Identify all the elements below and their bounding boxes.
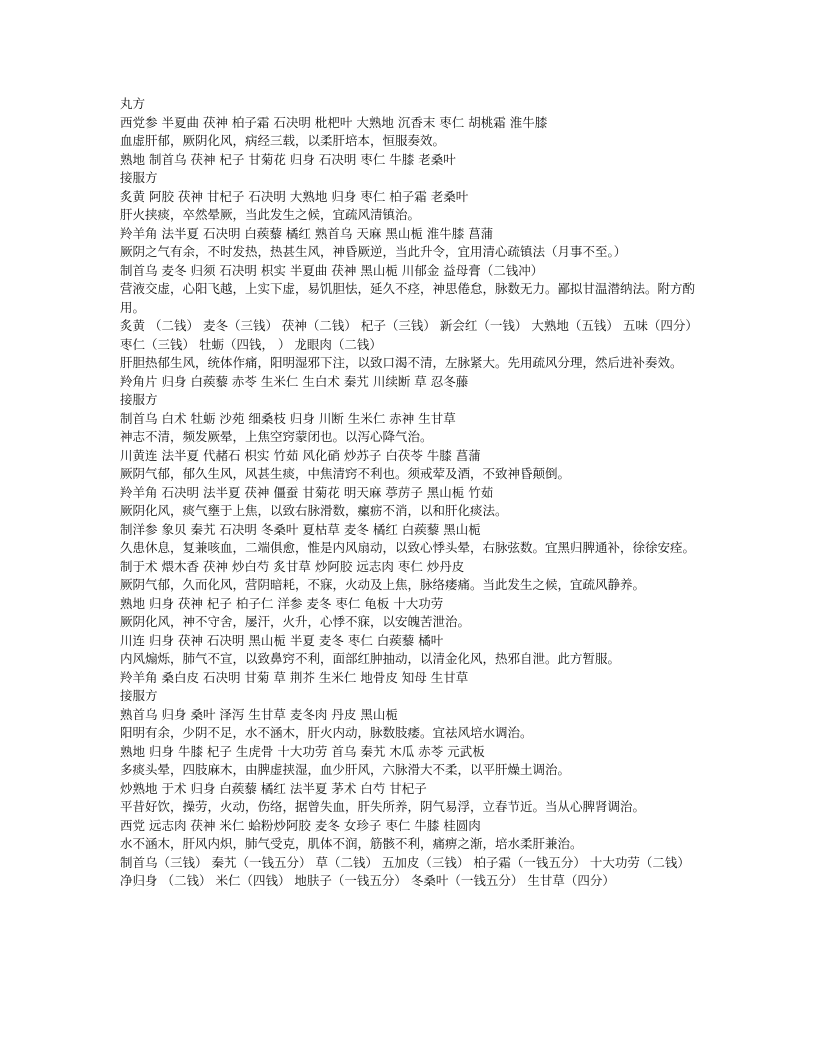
document-page — [120, 95, 700, 891]
prescription-line: 枣仁（三钱） 牡蛎（四钱， ） 龙眼肉（二钱） — [120, 336, 382, 352]
prescription-line: 制首乌 白术 牡蛎 沙苑 细桑枝 归身 川断 生米仁 赤神 生甘草 — [120, 410, 456, 426]
diagnosis-line: 水不涵木，肝风内炽，肺气受克，肌体不润，筋骸不利，痛痹之渐，培水柔肝兼治。 — [120, 836, 583, 851]
diagnosis-line: 营液交虚，心阳飞越，上实下虚，易饥胆怯，延久不痉，神思倦怠，脉数无力。鄙拟甘温潜纳法。附方酌用。 — [120, 281, 696, 315]
prescription-line: 西党参 半夏曲 茯神 柏子霜 石决明 枇杷叶 大熟地 沉香末 枣仁 胡桃霜 淮牛膝 — [120, 114, 548, 130]
prescription-line: 制于术 煨木香 茯神 炒白芍 炙甘草 炒阿胶 远志肉 枣仁 炒丹皮 — [120, 558, 465, 574]
prescription-line: 羚角片 归身 白蒺藜 赤苓 生米仁 生白术 秦艽 川续断 草 忍冬藤 — [120, 373, 469, 389]
diagnosis-line: 厥阴气郁，久而化风，营阴暗耗，不寐，火动及上焦，脉络痿痛。当此发生之候，宜疏风静养。 — [120, 577, 646, 592]
diagnosis-line: 多痰头晕，四肢麻木，由脾虚挟湿，血少肝风，六脉滑大不柔，以平肝燥土调治。 — [120, 762, 571, 777]
prescription-line: 制洋参 象贝 秦艽 石决明 冬桑叶 夏枯草 麦冬 橘红 白蒺藜 黑山栀 — [120, 521, 481, 537]
diagnosis-line: 阳明有余，少阴不足，水不涵木，肝火内动，脉数肢痿。宜祛风培水调治。 — [120, 725, 533, 740]
prescription-line: 熟首乌 归身 桑叶 泽泻 生甘草 麦冬肉 丹皮 黑山栀 — [120, 706, 398, 722]
diagnosis-line: 久患休息，复兼咳血，二端俱愈，惟是内风扇动，以致心悸头晕，右脉弦数。宜黑归脾通补，徐徐安痊。 — [120, 540, 696, 555]
prescription-line: 熟地 归身 牛膝 杞子 生虎骨 十大功劳 首乌 秦艽 木瓜 赤苓 元武板 — [120, 743, 485, 759]
prescription-line: 熟地 归身 茯神 杞子 柏子仁 洋参 麦冬 枣仁 龟板 十大功劳 — [120, 595, 444, 611]
section-heading: 丸方 — [120, 96, 146, 111]
diagnosis-line: 肝火挟痰，卒然晕厥，当此发生之候，宜疏风清镇治。 — [120, 207, 421, 222]
diagnosis-line: 平昔好饮，操劳，火动，伤络，据曾失血，肝失所养，阴气易浮，立春节近。当从心脾肾调治。 — [120, 799, 646, 814]
prescription-line: 制首乌（三钱） 秦艽（一钱五分） 草（二钱） 五加皮（三钱） 柏子霜（一钱五分） 十大功劳（二钱） — [120, 854, 690, 870]
prescription-line: 羚羊角 法半夏 石决明 白蒺藜 橘红 熟首乌 天麻 黑山栀 淮牛膝 菖蒲 — [120, 225, 494, 241]
prescription-line: 熟地 制首乌 茯神 杞子 甘菊花 归身 石决明 枣仁 牛膝 老桑叶 — [120, 151, 456, 167]
diagnosis-line: 厥阴气郁，郁久生风，风甚生痰，中焦清窍不利也。须戒荤及酒，不致神昏颠倒。 — [120, 466, 571, 481]
prescription-line: 炙黄 （二钱） 麦冬（三钱） 茯神（二钱） 杞子（三钱） 新会红（一钱） 大熟地（五钱） 五味（四分） — [120, 318, 698, 333]
section-heading: 接服方 — [120, 170, 158, 185]
diagnosis-line: 内风煽烁，肺气不宣，以致鼻窍不利，面部红肿抽动，以清金化风，热邪自泄。此方暂服。 — [120, 651, 621, 666]
prescription-line: 炒熟地 于术 归身 白蒺藜 橘红 法半夏 茅术 白芍 甘杞子 — [120, 780, 427, 796]
prescription-line: 羚羊角 桑白皮 石决明 甘菊 草 荆芥 生米仁 地骨皮 知母 生甘草 — [120, 669, 469, 685]
prescription-line: 羚羊角 石决明 法半夏 茯神 僵蚕 甘菊花 明天麻 葶苈子 黑山栀 竹茹 — [120, 484, 494, 500]
diagnosis-line: 厥阴化风，痰气壅于上焦，以致右脉滑数，瘰疬不消，以和肝化痰法。 — [120, 503, 508, 518]
diagnosis-line: 肝胆热郁生风，统体作痛，阳明湿邪下注，以致口渴不清，左脉紧大。先用疏风分理，然后进补奏效。 — [120, 355, 683, 370]
prescription-line: 川黄连 法半夏 代赭石 枳实 竹茹 风化硝 炒苏子 白茯苓 牛膝 菖蒲 — [120, 447, 481, 463]
diagnosis-line: 神志不清，频发厥晕，上焦空窍蒙闭也。以泻心降气治。 — [120, 429, 433, 444]
section-heading: 接服方 — [120, 688, 158, 703]
prescription-line: 西党 远志肉 茯神 米仁 蛤粉炒阿胶 麦冬 女珍子 枣仁 牛膝 桂圆肉 — [120, 817, 481, 833]
prescription-line: 炙黄 阿胶 茯神 甘杞子 石决明 大熟地 归身 枣仁 柏子霜 老桑叶 — [120, 188, 469, 204]
prescription-line: 川连 归身 茯神 石决明 黑山栀 半夏 麦冬 枣仁 白蒺藜 橘叶 — [120, 632, 444, 648]
diagnosis-line: 血虚肝郁，厥阴化风，病经三载，以柔肝培本，恒服奏效。 — [120, 133, 446, 148]
diagnosis-line: 厥阴化风，神不守舍，屡汗，火升，心悸不寐，以安魄苦泄治。 — [120, 614, 471, 629]
prescription-line: 制首乌 麦冬 归须 石决明 枳实 半夏曲 茯神 黑山栀 川郁金 益母膏（二钱冲） — [120, 262, 544, 278]
diagnosis-line: 厥阴之气有余，不时发热，热甚生风，神昏厥逆，当此升令，宜用清心疏镇法（月事不至。） — [120, 244, 627, 259]
section-heading: 接服方 — [120, 392, 158, 407]
prescription-line: 净归身 （二钱） 米仁（四钱） 地肤子（一钱五分） 冬桑叶（一钱五分） 生甘草（四分） — [120, 873, 615, 888]
